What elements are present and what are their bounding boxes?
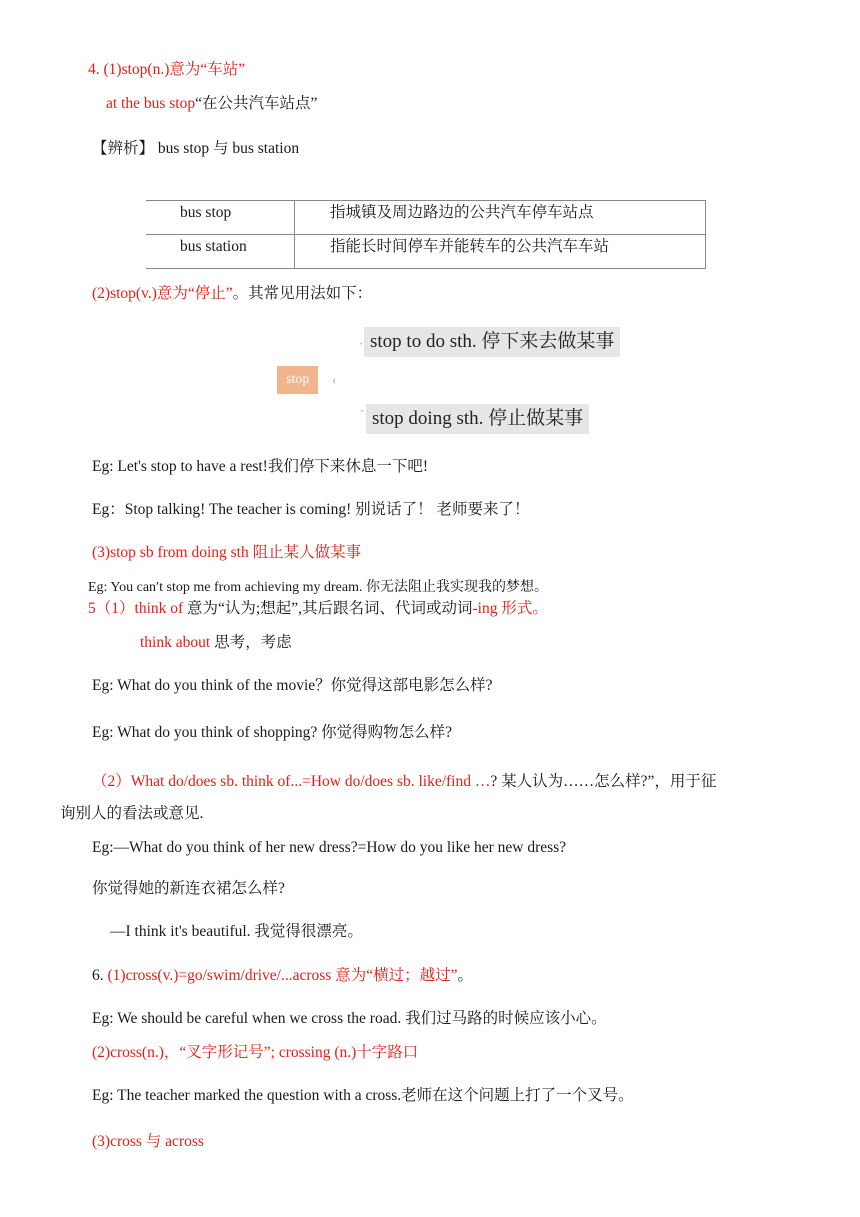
item6-heading <box>92 966 473 986</box>
example-sentence: Eg:—What do you think of her new dress?=How do you like her new dress? <box>92 839 567 856</box>
item5-num: 5（1） <box>88 600 135 617</box>
table-row <box>146 201 706 235</box>
scan-stop-to-do: stop to do sth. 停下来去做某事 <box>364 327 620 357</box>
example-sentence: Eg: You can′t stop me from achieving my dream. 你无法阻止我实现我的梦想。 <box>88 580 548 595</box>
example-sentence: Eg：Stop talking! The teacher is coming! 别说话了！ 老师要来了！ <box>92 501 530 518</box>
item4-phrase <box>106 94 317 114</box>
scan-stop-doing: stop doing sth. 停止做某事 <box>366 404 589 434</box>
verb-heading <box>92 284 372 304</box>
item4-heading3: (3)stop sb from doing sth 阻止某人做某事 <box>92 544 362 561</box>
think-about-meaning: 思考，考虑 <box>210 634 292 651</box>
point2-red: （2）What do/does sb. think of...=How do/does sb. like/find … <box>92 773 491 790</box>
phrase-black: “在公共汽车站点” <box>195 95 318 112</box>
item6-heading3: (3)cross 与 across <box>92 1133 204 1150</box>
example-answer: —I think it's beautiful. 我觉得很漂亮。 <box>110 923 363 940</box>
table-cell-term: bus stop <box>146 201 295 235</box>
item5-point2 <box>92 772 716 792</box>
item5-heading <box>88 599 548 619</box>
item5-desc: 意为“认为;想起”,其后跟名词、代词或动词 <box>183 600 473 617</box>
item4-heading: 4. (1)stop(n.)意为“车站” <box>88 61 246 78</box>
think-about-term: think about <box>140 634 211 651</box>
item6-cross-verb: (1)cross(v.)=go/swim/drive/...across 意为“横过；越过” <box>107 967 458 984</box>
example-translation: 你觉得她的新连衣裙怎么样? <box>92 880 285 897</box>
verb-heading-black: 。其常见用法如下： <box>232 285 373 302</box>
item6-end: 。 <box>457 967 473 984</box>
table-row <box>146 235 706 269</box>
item6-cross-noun: (2)cross(n.)，“叉字形记号”; crossing (n.)十字路口 <box>92 1044 419 1061</box>
example-sentence: Eg: What do you think of shopping? 你觉得购物怎么样? <box>92 724 453 741</box>
example-sentence: Eg: The teacher marked the question with a cross.老师在这个问题上打了一个叉号。 <box>92 1087 634 1104</box>
scan-stop-center: stop <box>277 366 318 394</box>
item5-point2-cont: 询别人的看法或意见. <box>60 805 204 822</box>
table-cell-definition: 指城镇及周边路边的公共汽车停车站点 <box>295 201 706 235</box>
arrow-icon: ` <box>360 407 365 422</box>
item5-term: think of <box>134 600 184 617</box>
example-sentence: Eg: Let's stop to have a rest!我们停下来休息一下吧! <box>92 458 428 475</box>
think-about <box>140 633 292 653</box>
verb-heading-red: (2)stop(v.)意为“停止” <box>92 285 233 302</box>
table-cell-term: bus station <box>146 235 295 269</box>
comparison-table <box>146 200 706 269</box>
arrow-icon: · <box>359 336 364 351</box>
example-sentence: Eg: We should be careful when we cross the road. 我们过马路的时候应该小心。 <box>92 1010 607 1027</box>
table-cell-definition: 指能长时间停车并能转车的公共汽车车站 <box>295 235 706 269</box>
arrow-icon: ‹ <box>332 372 337 387</box>
item6-num: 6. <box>92 967 108 984</box>
point2-black: ? 某人认为……怎么样?”，用于征 <box>490 773 717 790</box>
analysis-heading: 【辨析】 bus stop 与 bus station <box>92 140 300 157</box>
example-sentence: Eg: What do you think of the movie？你觉得这部电影怎么样? <box>92 677 493 694</box>
item5-ing: -ing 形式。 <box>472 600 548 617</box>
phrase-red: at the bus stop <box>106 95 196 112</box>
